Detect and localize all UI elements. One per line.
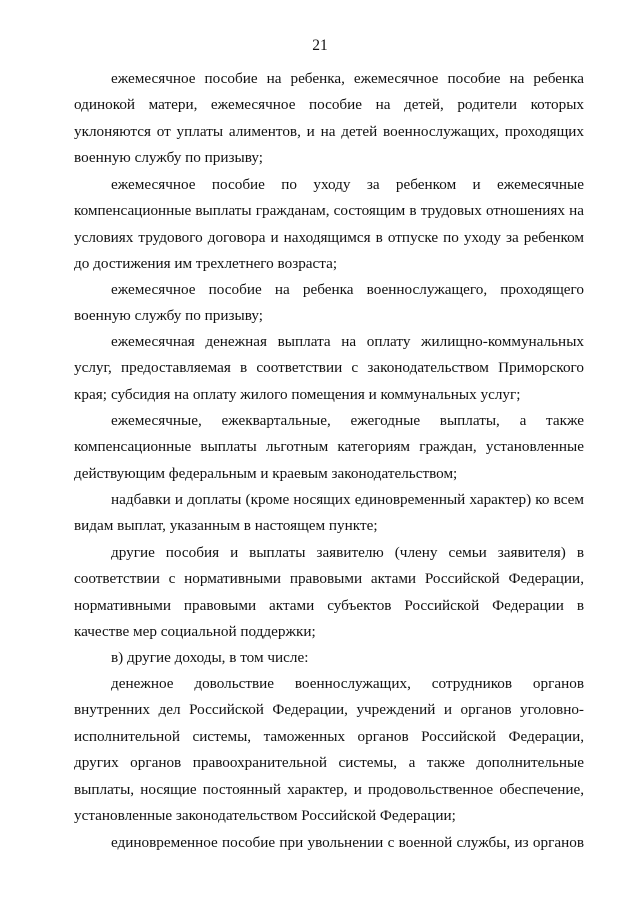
paragraph-8: другие пособия и выплаты заявителю (члену семьи заявителя) в соответствии с нормативными правовыми актами Российской Федерации, нормативными правовыми актами субъектов Российской Федерации в качестве мер социальной поддержки; xyxy=(74,544,584,641)
page-number: 21 xyxy=(312,37,328,54)
paragraph-1: ежемесячное пособие на ребенка, ежемесячное пособие на ребенка одинокой матери, ежемесячное пособие на детей, родители которых уклоняются от уплаты алиментов, и на детей военнослужащих, проходящих военную службу по призыву; xyxy=(74,70,584,167)
paragraph-3: ежемесячное пособие на ребенка военнослужащего, проходящего военную службу по призыву; xyxy=(74,281,584,325)
paragraph-9: в) другие доходы, в том числе: xyxy=(111,649,309,666)
paragraph-4: ежемесячная денежная выплата на оплату жилищно-коммунальных услуг, предоставляемая в соответствии с законодательством Приморского края; xyxy=(74,333,584,403)
paragraph-7: надбавки и доплаты (кроме носящих единовременный характер) ко всем видам выплат, указанным в настоящем пункте; xyxy=(74,491,584,535)
paragraph-11: единовременное пособие при увольнении с военной службы, из органов xyxy=(111,834,584,851)
paragraph-5: субсидия на оплату жилого помещения и коммунальных услуг; xyxy=(111,386,521,403)
paragraph-6: ежемесячные, ежеквартальные, ежегодные выплаты, а также компенсационные выплаты льготным категориям граждан, установленные действующим федеральным и краевым законодательством; xyxy=(74,412,584,482)
paragraph-10: денежное довольствие военнослужащих, сотрудников органов внутренних дел Российской Федерации, учреждений и органов уголовно-исполнительной системы, таможенных органов Российской Федерации, других органов правоохранительной системы, а также дополнительные выплаты, носящие постоянный характер, и продовольственное обеспечение, установленные законодательством Российской Федерации; xyxy=(74,675,584,825)
paragraph-2: ежемесячное пособие по уходу за ребенком и ежемесячные компенсационные выплаты гражданам, состоящим в трудовых отношениях на условиях трудового договора и находящимся в отпуске по уходу за ребенком до достижения им трехлетнего возраста; xyxy=(74,176,584,273)
